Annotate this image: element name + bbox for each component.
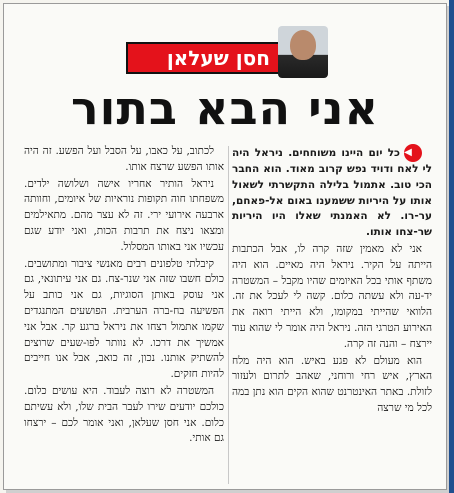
page-edge-bar — [449, 0, 454, 493]
body-paragraph: אני לא מאמין שזה קרה לו, אבל הכתבות הייתה על הקיר. ניראל היה מאיים. הוא היה משתף אותי בכל האיומים שהיו מקבל – המשטרה יד-עה ולא עשתה כלום. קשה לי לעכל את זה. הלוואי שהייתי במקומו, ולא הייתי רואה את האירוע הטרגי הזה. ניראל היה אומר לי שהוא עוד יירצח – והנה זה קרה. — [232, 242, 432, 350]
body-paragraph: הוא מעולם לא פגע באיש. הוא היה מלח הארץ, איש רחי ורוחני, שאהב לתרום ולעזור לזולת. באתר האינטרנט שהוא הקים הוא נתן במה לכל מי שרצה — [232, 354, 432, 414]
body-paragraph: המשטרה לא רוצה לעבוד. היא עושים כלום. כולכם יודעים שירו לעבר הבית שלו, ולא עשיתם כלום. אני חסן שעלאן, ואני אומר לכם – ירצחו גם אותי. — [24, 384, 224, 445]
body-paragraph: ניראל הותיר אחריו אישה ושלושה ילדים. משפחתו חוה תקופות נוראיות של איומים, וחוותה ארבעה אירועי ירי. זה לא עצר מהם. מתאילמים ומצאו ניצח את תרבות הכות, ואני יודע שגם עכשיו אני באותו המסלול. — [24, 177, 224, 253]
author-photo-head — [290, 30, 316, 60]
author-photo — [278, 26, 328, 78]
article-headline: אני הבא בתור — [70, 81, 379, 135]
arrow-left-icon: ◀ — [404, 144, 422, 162]
byline-name: חסן שעלאן — [166, 46, 270, 70]
lead-paragraph — [232, 144, 432, 241]
column-right — [232, 144, 432, 484]
lead-text: כל יום היינו משוחחים. ניראל היה לי לאח ודויד נפש קרוב מאוד. הוא החבר הכי טוב. אתמול בלילה התקשרתי לשאול אותו על היריות ששמענו באום אל-פאחם, ער-רו. לא האמנתי שאלו היו היריות שר-צחו אותו. — [232, 147, 432, 239]
article-frame — [3, 3, 447, 490]
column-left — [24, 144, 224, 484]
body-paragraph: לכתוב, על כאבו, על הסבל ועל הפשע. זה היה אותו הפשע שרצח אותו. — [24, 145, 224, 173]
body-paragraph: קיבלתי טלפונים רבים מאנשי ציבור ומתושבים. כולם חשבו שזה אני שנר-צח. גם אני עיתונאי, גם אני עוסק באותן הסוגיות, גם אני כותב על הפשיעה בח-ברה הערבית. הפושעים המתנגדים שקמו אתמול רצחו את ניראל ברגע קר. אבל אני אמשיך את דרכו. לא נוותר לפו-שעים שרוצים להשתיק אותנו. נכון, זה כואב, אבל אנו חייבים להיות חזקים. — [24, 257, 224, 381]
column-divider — [228, 146, 229, 484]
